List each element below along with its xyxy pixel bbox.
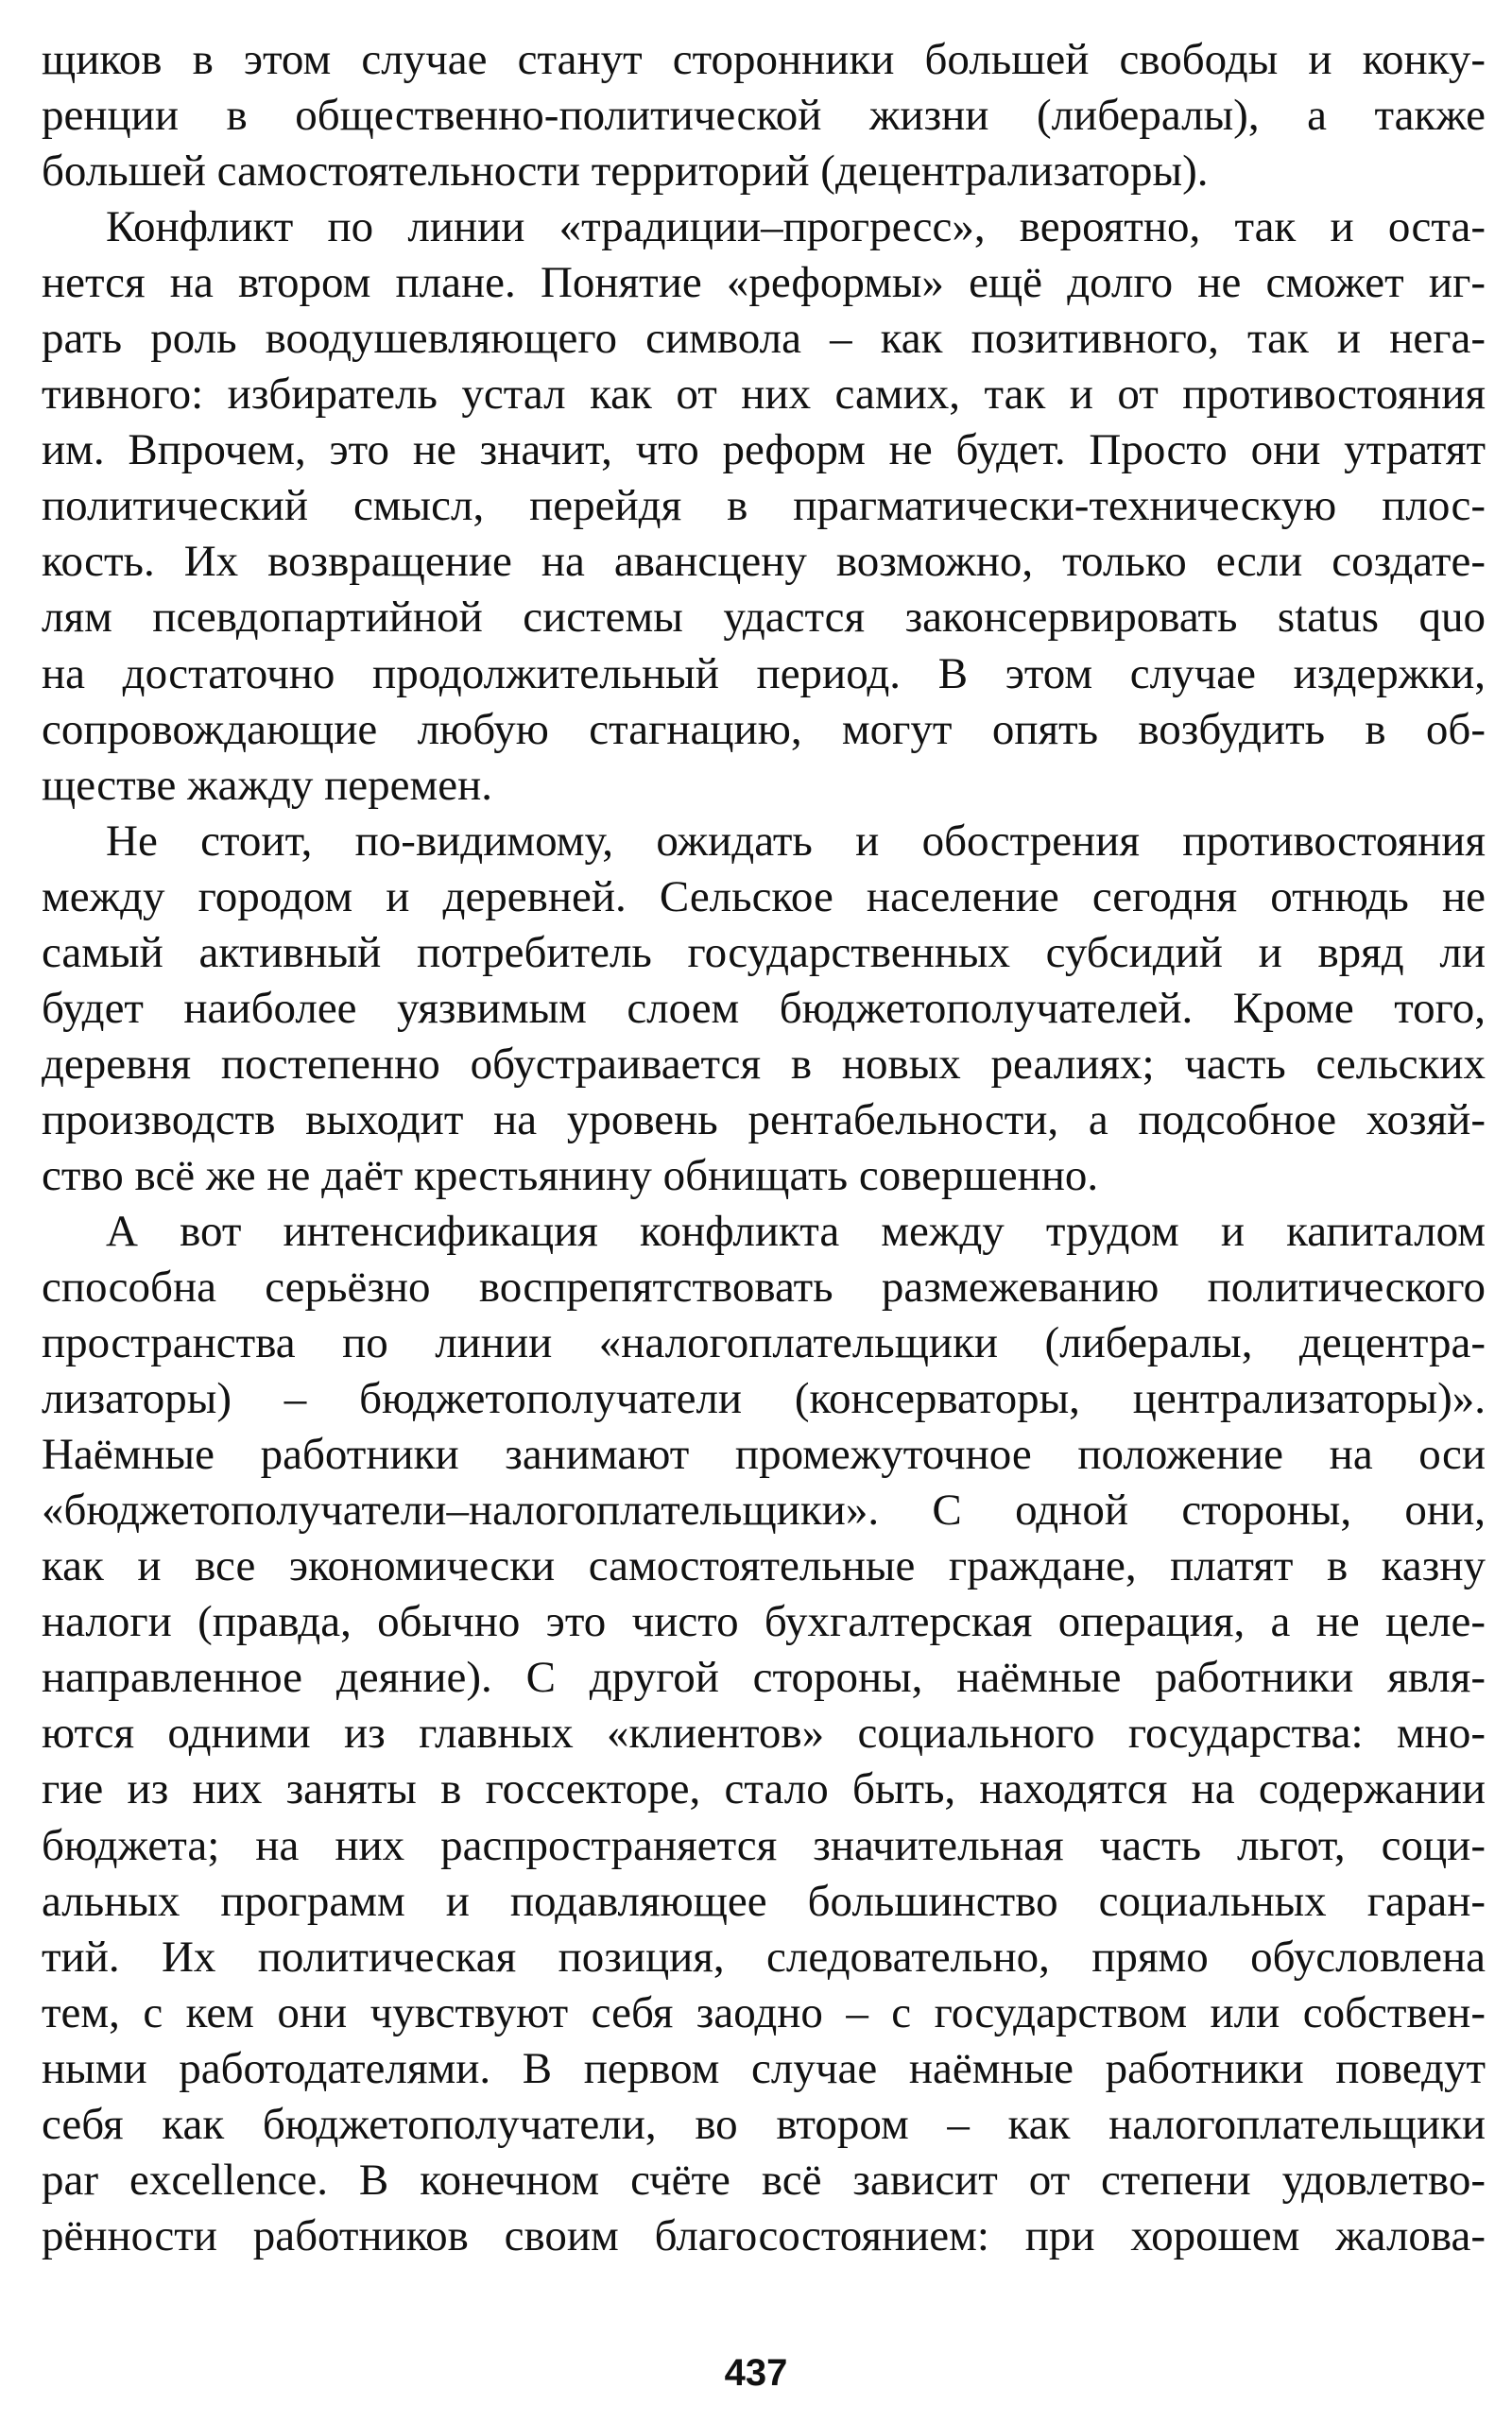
text-line: лизаторы) – бюджетополучатели (консерваторы, централизаторы)».: [42, 1374, 1486, 1424]
text-line: тивного: избиратель устал как от них самих, так и от противостояния: [42, 369, 1486, 420]
text-line: себя как бюджетополучатели, во втором – как налогоплательщики: [42, 2099, 1486, 2149]
text-line: «бюджетополучатели–налогоплательщики». С одной стороны, они,: [42, 1486, 1486, 1536]
text-line: альных программ и подавляющее большинство социальных гаран-: [42, 1876, 1486, 1926]
text-line: лям псевдопартийной системы удастся законсервировать status quo: [42, 593, 1486, 643]
text-line: Наёмные работники занимают промежуточное положение на оси: [42, 1430, 1486, 1480]
text-line: гие из них заняты в госсекторе, стало быть, находятся на содержании: [42, 1764, 1486, 1814]
text-line: самый активный потребитель государственных субсидий и вряд ли: [42, 927, 1486, 977]
text-line: ными работодателями. В первом случае наёмные работники поведут: [42, 2043, 1486, 2093]
text-line: сопровождающие любую стагнацию, могут опять возбудить в об-: [42, 704, 1486, 754]
text-line: пространства по линии «налогоплательщики (либералы, децентра-: [42, 1318, 1486, 1368]
text-line: как и все экономически самостоятельные граждане, платят в казну: [42, 1541, 1486, 1591]
text-line: будет наиболее уязвимым слоем бюджетополучателей. Кроме того,: [42, 983, 1486, 1033]
text-line: Конфликт по линии «традиции–прогресс», вероятно, так и оста-: [106, 202, 1486, 252]
text-line: А вот интенсификация конфликта между трудом и капиталом: [106, 1206, 1486, 1256]
text-line: ство всё же не даёт крестьянину обнищать совершенно.: [42, 1150, 1099, 1200]
text-line: ществе жажду перемен.: [42, 760, 492, 810]
page-number: 437: [724, 2352, 788, 2394]
text-line: ются одними из главных «клиентов» социального государства: мно-: [42, 1709, 1486, 1759]
text-line: деревня постепенно обустраивается в новых реалиях; часть сельских: [42, 1039, 1486, 1089]
text-line: налоги (правда, обычно это чисто бухгалтерская операция, а не целе-: [42, 1597, 1486, 1647]
text-line: par excellence. В конечном счёте всё зависит от степени удовлетво-: [42, 2155, 1486, 2205]
text-line: кость. Их возвращение на авансцену возможно, только если создате-: [42, 537, 1486, 587]
text-line: бюджета; на них распространяется значительная часть льгот, соци-: [42, 1820, 1486, 1870]
text-line: направленное деяние). С другой стороны, наёмные работники явля-: [42, 1653, 1486, 1703]
text-line: нется на втором плане. Понятие «реформы» ещё долго не сможет иг-: [42, 258, 1486, 308]
text-line: между городом и деревней. Сельское население сегодня отнюдь не: [42, 871, 1486, 921]
text-line: способна серьёзно воспрепятствовать размежеванию политического: [42, 1263, 1486, 1313]
text-line: ренции в общественно-политической жизни (либералы), а также: [42, 91, 1486, 141]
body-text: [42, 32, 1486, 2264]
text-line: большей самостоятельности территорий (децентрализаторы).: [42, 146, 1209, 197]
text-line: производств выходит на уровень рентабельности, а подсобное хозяй-: [42, 1094, 1486, 1144]
text-line: им. Впрочем, это не значит, что реформ не будет. Просто они утратят: [42, 425, 1486, 475]
text-line: политический смысл, перейдя в прагматически-техническую плос-: [42, 481, 1486, 531]
text-line: Не стоит, по-видимому, ожидать и обострения противостояния: [106, 816, 1486, 866]
text-line: рать роль воодушевляющего символа – как позитивного, так и нега-: [42, 314, 1486, 364]
text-line: рённости работников своим благосостоянием: при хорошем жалова-: [42, 2210, 1486, 2260]
text-line: на достаточно продолжительный период. В этом случае издержки,: [42, 648, 1486, 698]
text-line: тий. Их политическая позиция, следовательно, прямо обусловлена: [42, 1932, 1486, 1982]
text-line: щиков в этом случае станут сторонники большей свободы и конку-: [42, 35, 1486, 84]
text-line: тем, с кем они чувствуют себя заодно – с государством или собствен-: [42, 1987, 1486, 2037]
